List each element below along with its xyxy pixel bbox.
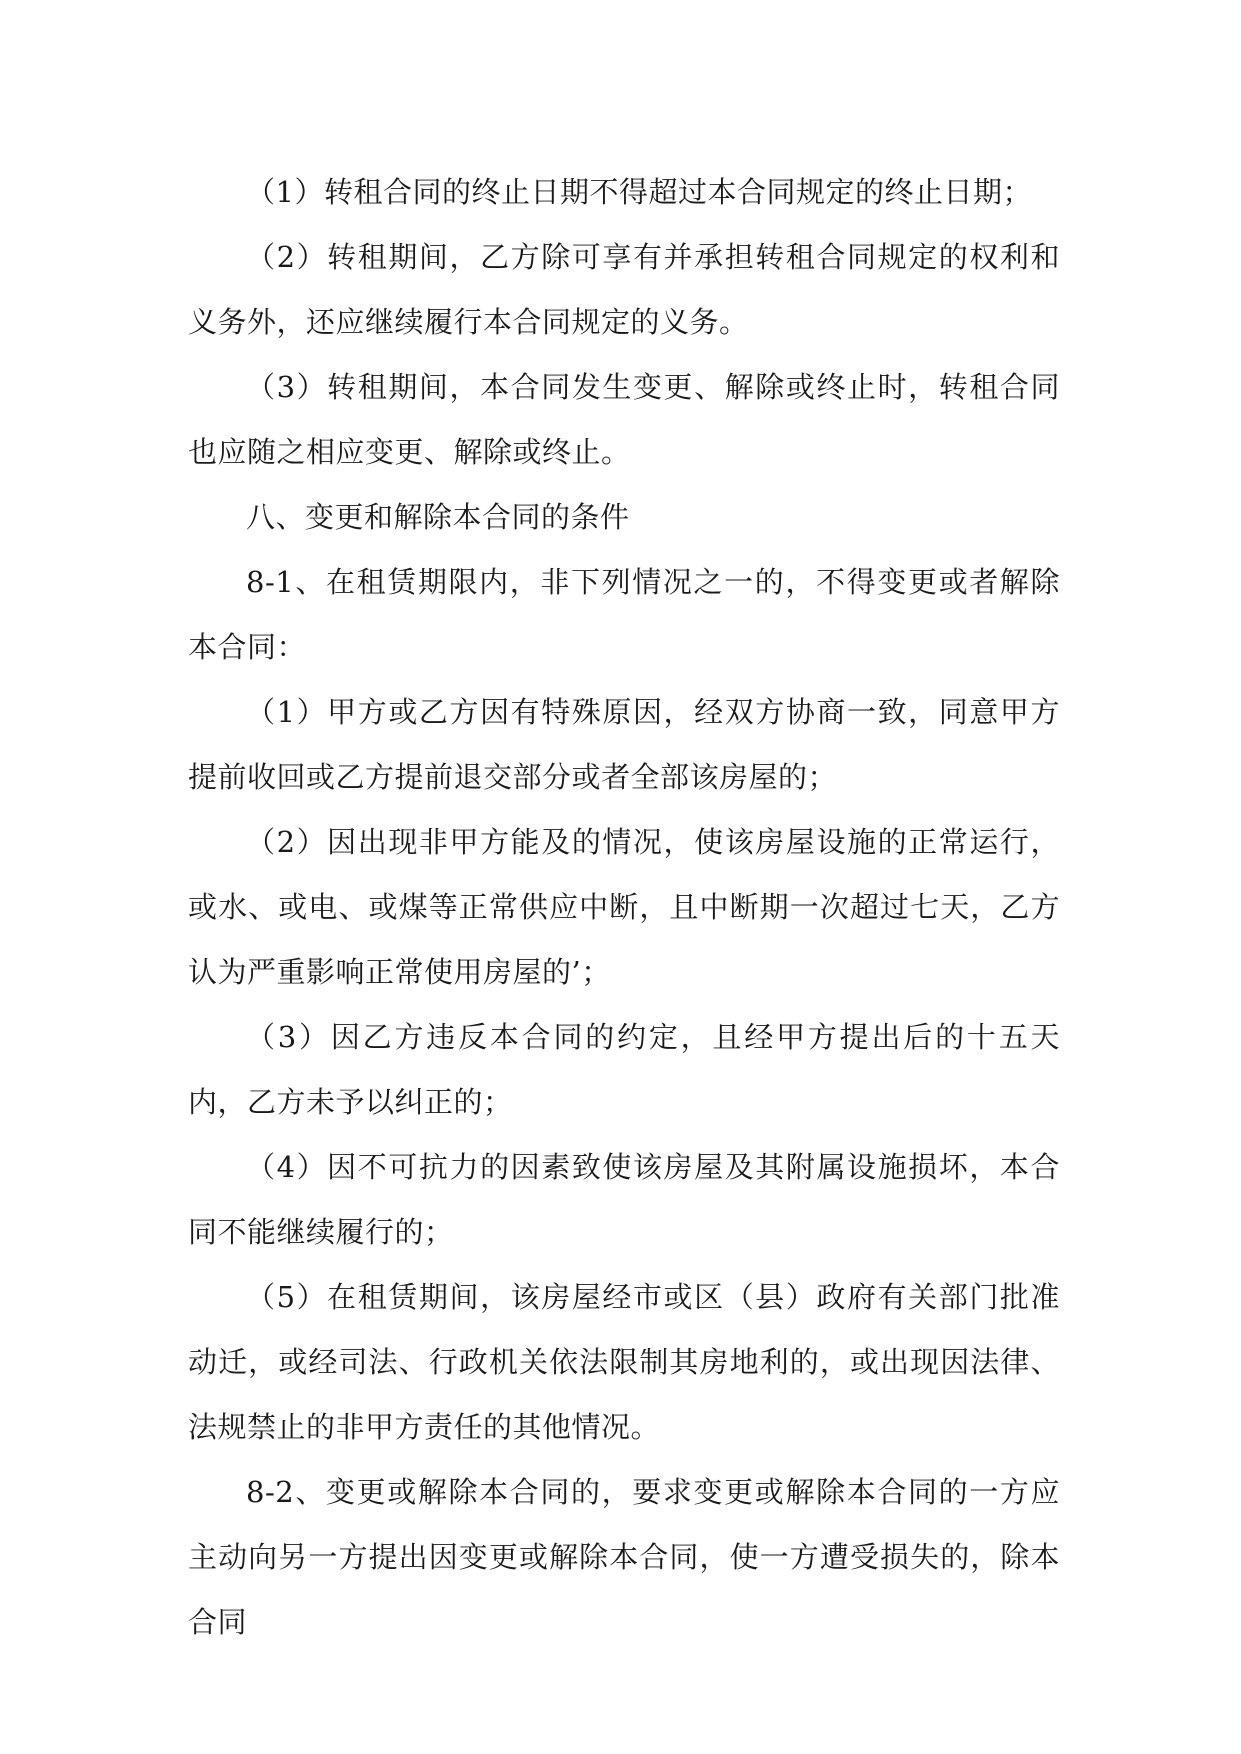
clause-sublet-change: （3）转租期间，本合同发生变更、解除或终止时，转租合同也应随之相应变更、解除或终止。 [188, 370, 1060, 469]
clause-sublet-obligations: （2）转租期间，乙方除可享有并承担转租合同规定的权利和义务外，还应继续履行本合同规定的义务。 [188, 240, 1060, 339]
clause-8-1-item-4: （4）因不可抗力的因素致使该房屋及其附属设施损坏，本合同不能继续履行的； [188, 1150, 1060, 1249]
clause-8-1-item-3: （3）因乙方违反本合同的约定，且经甲方提出后的十五天内，乙方未予以纠正的； [188, 1020, 1060, 1119]
document-body [188, 160, 1060, 1655]
clause-8-1-item-5: （5）在租赁期间，该房屋经市或区（县）政府有关部门批准动迁，或经司法、行政机关依法限制其房地利的，或出现因法律、法规禁止的非甲方责任的其他情况。 [188, 1280, 1060, 1444]
clause-8-1: 8-1、在租赁期限内，非下列情况之一的，不得变更或者解除本合同： [188, 565, 1060, 664]
clause-8-2: 8-2、变更或解除本合同的，要求变更或解除本合同的一方应主动向另一方提出因变更或解除本合同，使一方遭受损失的，除本合同 [188, 1475, 1060, 1639]
clause-sublet-end-date: （1）转租合同的终止日期不得超过本合同规定的终止日期； [246, 175, 1032, 209]
clause-8-1-item-1: （1）甲方或乙方因有特殊原因，经双方协商一致，同意甲方提前收回或乙方提前退交部分或者全部该房屋的； [188, 695, 1060, 794]
section-heading-8: 八、变更和解除本合同的条件 [246, 500, 630, 534]
clause-8-1-item-2: （2）因出现非甲方能及的情况，使该房屋设施的正常运行，或水、或电、或煤等正常供应中断，且中断期一次超过七天，乙方认为严重影响正常使用房屋的’； [188, 825, 1060, 989]
